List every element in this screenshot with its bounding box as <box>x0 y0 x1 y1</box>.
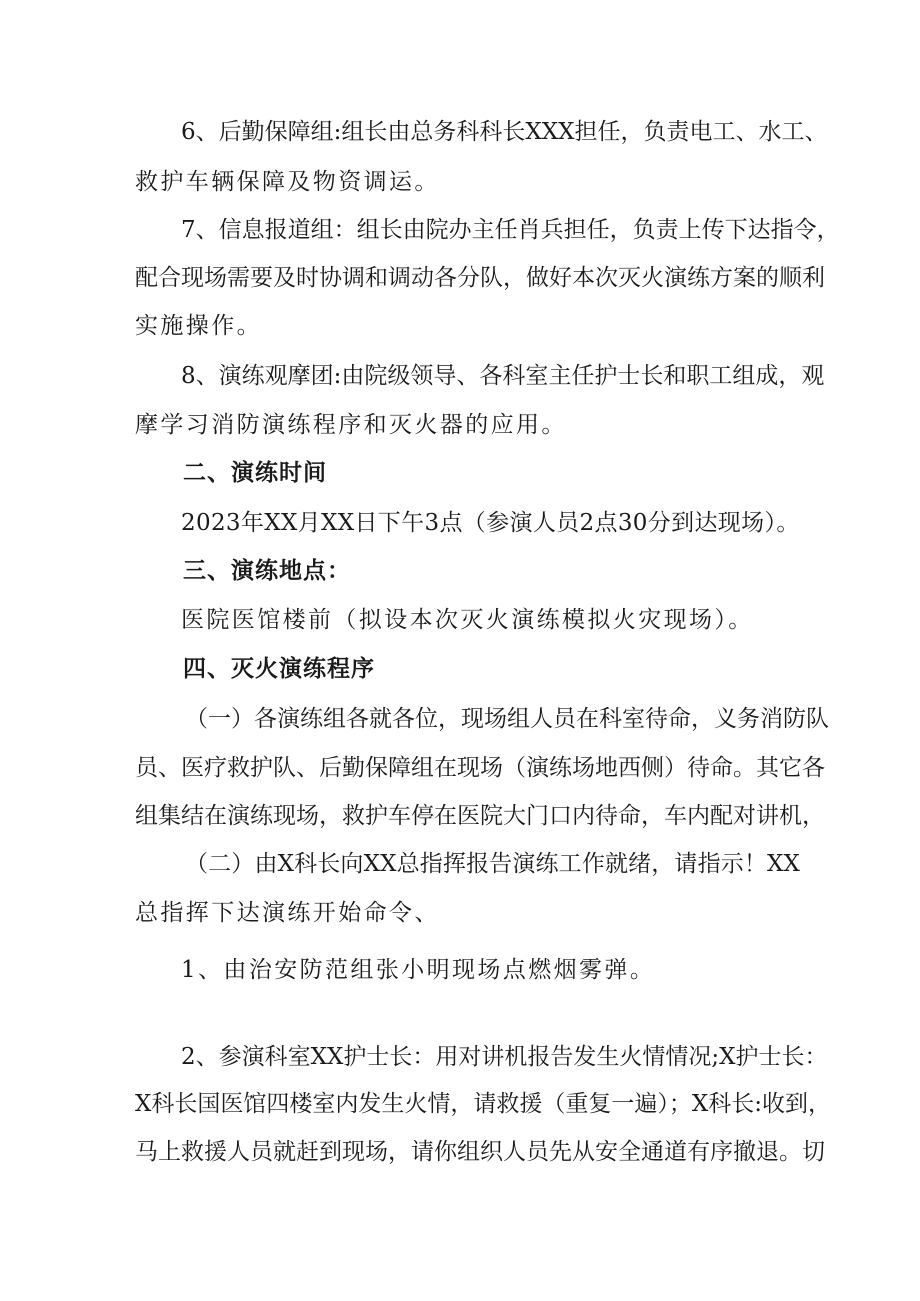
section-4-heading: 四、灭火演练程序 <box>183 656 375 682</box>
paragraph-8-line-1: 8、演练观摩团:由院级领导、各科室主任护士长和职工组成，观 <box>181 363 825 389</box>
section-3-line-1: 医院医馆楼前（拟设本次灭火演练模拟火灾现场）。 <box>181 607 754 633</box>
paragraph-6-line-1: 6、后勤保障组:组长由总务科科长XXX担任，负责电工、水工、 <box>181 119 828 145</box>
subsection-1-line-1: （一）各演练组各就各位，现场组人员在科室待命，义务消防队 <box>185 706 829 732</box>
item-2-line-2: X科长国医馆四楼室内发生火情，请救援（重复一遍）；X科长:收到， <box>135 1091 831 1117</box>
paragraph-8-line-2: 摩学习消防演练程序和灭火器的应用。 <box>135 412 567 438</box>
subsection-2-line-2: 总指挥下达演练开始命令、 <box>135 900 440 926</box>
subsection-1-line-2: 员、医疗救护队、后勤保障组在现场（演练场地西侧）待命。其它各 <box>135 755 825 781</box>
subsection-2-line-1: （二）由X科长向XX总指挥报告演练工作就绪，请指示！XX <box>185 851 801 877</box>
item-1-line-1: 1、由治安防范组张小明现场点燃烟雾弹。 <box>181 957 656 983</box>
paragraph-7-line-1: 7、信息报道组：组长由院办主任肖兵担任，负责上传下达指令， <box>181 217 840 243</box>
item-2-line-1: 2、参演科室XX护士长：用对讲机报告发生火情情况;X护士长： <box>181 1044 828 1070</box>
item-2-line-3: 马上救援人员就赶到现场，请你组织人员先从安全通道有序撤退。切 <box>135 1139 825 1165</box>
section-3-heading: 三、演练地点： <box>183 558 351 584</box>
section-2-line-1: 2023年XX月XX日下午3点（参演人员2点30分到达现场）。 <box>181 510 800 536</box>
subsection-1-line-3: 组集结在演练现场，救护车停在医院大门口内待命，车内配对讲机， <box>135 803 825 829</box>
paragraph-6-line-2: 救护车辆保障及物资调运。 <box>135 169 440 195</box>
paragraph-7-line-3: 实施操作。 <box>135 313 262 339</box>
section-2-heading: 二、演练时间 <box>183 460 327 486</box>
paragraph-7-line-2: 配合现场需要及时协调和调动各分队，做好本次灭火演练方案的顺利 <box>135 265 825 291</box>
